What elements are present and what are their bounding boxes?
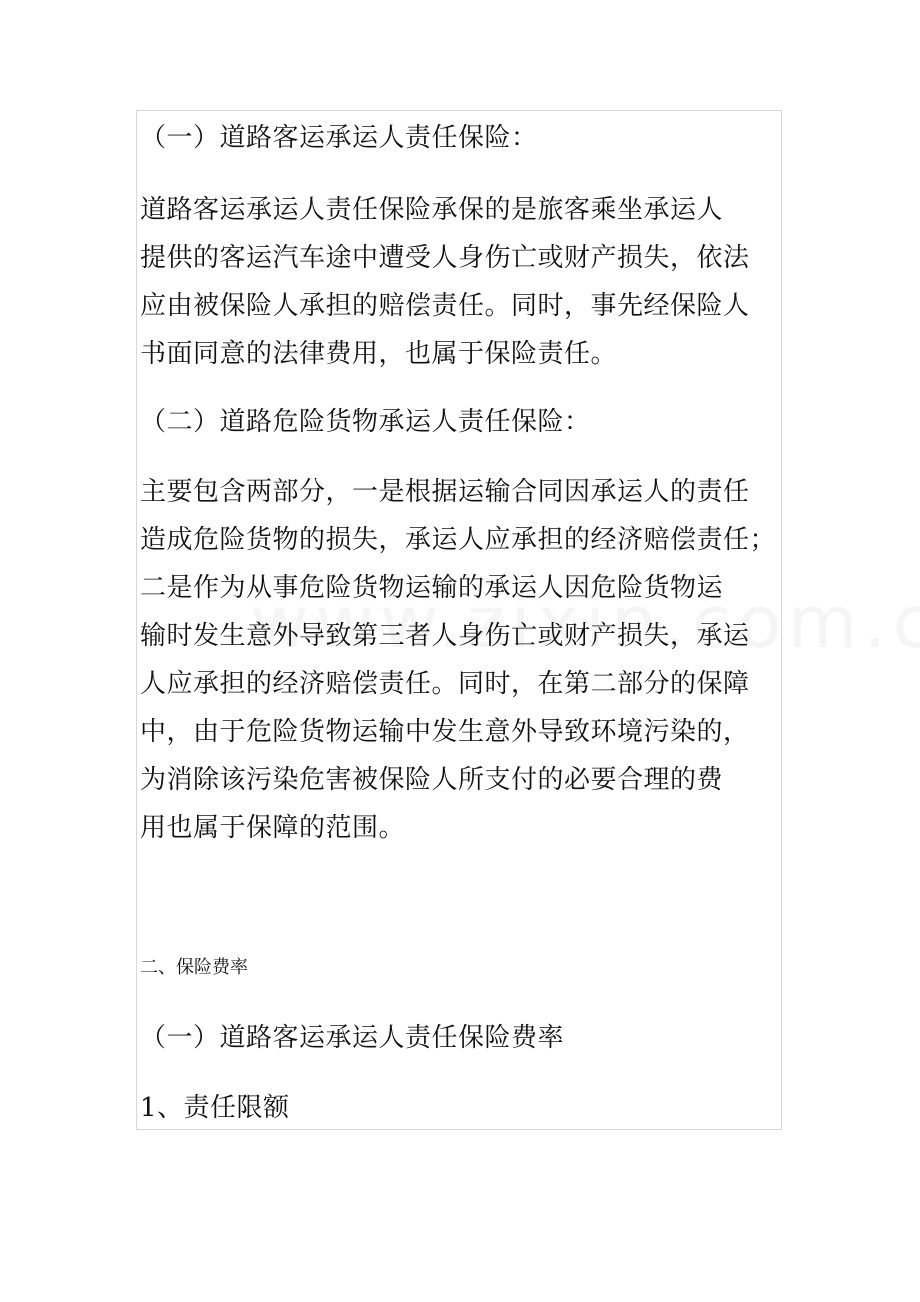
text-line: 二是作为从事危险货物运输的承运人因危险货物运 — [140, 573, 724, 603]
text-line: 为消除该污染危害被保险人所支付的必要合理的费 — [140, 765, 724, 795]
text-line: 主要包含两部分，一是根据运输合同因承运人的责任 — [140, 477, 750, 507]
heading-hazardous-liability: （二）道路危险货物承运人责任保险： — [140, 407, 591, 437]
heading-passenger-liability: （一）道路客运承运人责任保险： — [140, 123, 538, 153]
section-label-premium-rates: 二、保险费率 — [140, 957, 248, 978]
text-line: 用也属于保障的范围。 — [140, 813, 406, 843]
text-line: 道路客运承运人责任保险承保的是旅客乘坐承运人 — [140, 195, 724, 225]
text-line: 输时发生意外导致第三者人身伤亡或财产损失，承运 — [140, 621, 750, 651]
text-line: 中，由于危险货物运输中发生意外导致环境污染的， — [140, 717, 750, 747]
text-line: 造成危险货物的损失，承运人应承担的经济赔偿责任； — [140, 525, 777, 555]
paragraph-passenger-liability — [140, 186, 750, 378]
text-line: 书面同意的法律费用，也属于保险责任。 — [140, 339, 618, 369]
heading-liability-limit: 1、责任限额 — [140, 1093, 290, 1123]
paragraph-hazardous-liability — [140, 468, 776, 852]
heading-passenger-rates: （一）道路客运承运人责任保险费率 — [140, 1023, 565, 1053]
text-line: 应由被保险人承担的赔偿责任。同时，事先经保险人 — [140, 291, 750, 321]
text-line: 提供的客运汽车途中遭受人身伤亡或财产损失，依法 — [140, 243, 750, 273]
text-line: 人应承担的经济赔偿责任。同时，在第二部分的保障 — [140, 669, 750, 699]
